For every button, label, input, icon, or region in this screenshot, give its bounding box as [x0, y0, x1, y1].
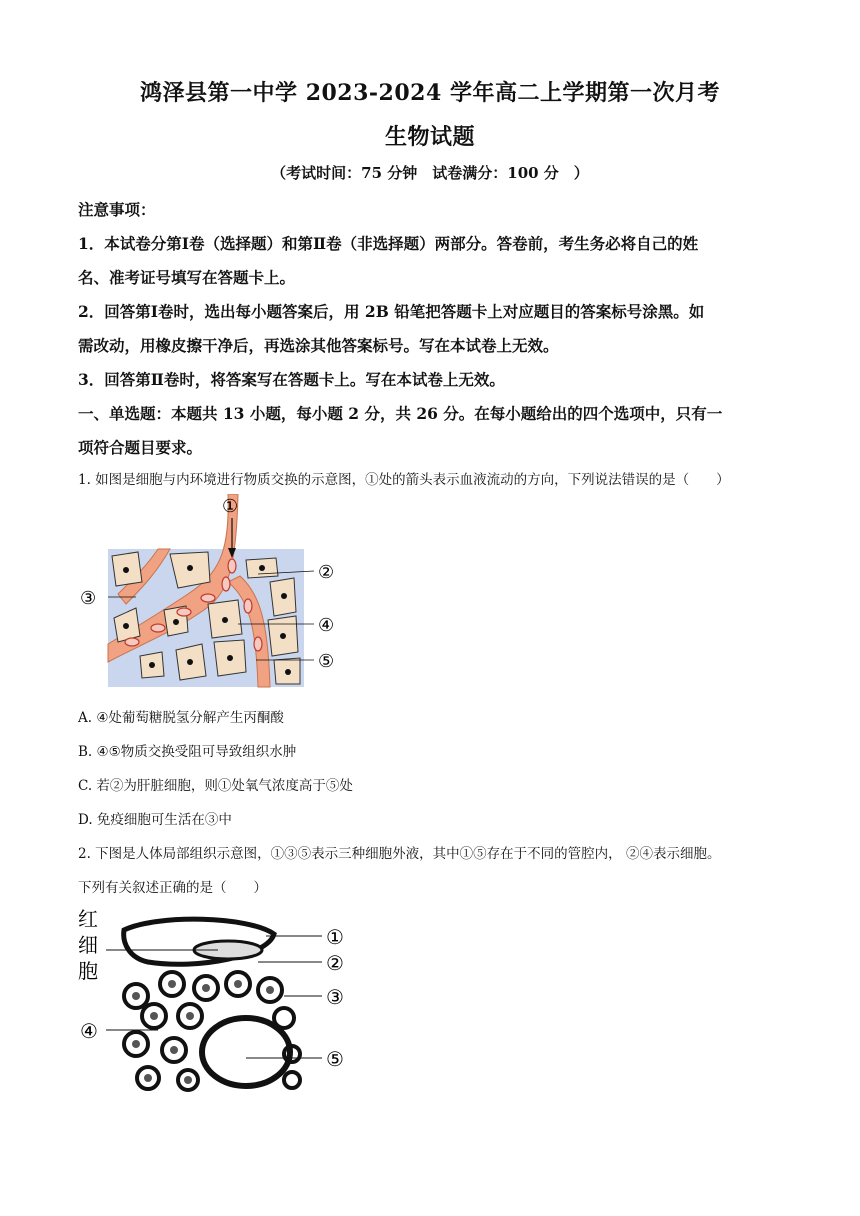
fig1-label-4: ④ [318, 615, 335, 636]
figure-1-cell-exchange [78, 494, 368, 694]
rbc-label-char-3: 胞 [78, 959, 98, 983]
question-1-stem: 1. 如图是细胞与内环境进行物质交换的示意图，①处的箭头表示血液流动的方向，下列说法错误的是（ ） [78, 472, 730, 488]
rbc-label-char-1: 红 [78, 907, 98, 931]
question-2-stem-line-2: 下列有关叙述正确的是（ ） [78, 880, 267, 896]
red-blood-cell [151, 624, 165, 632]
q1-option-b: B. ④⑤物质交换受阻可导致组织水肿 [78, 744, 297, 760]
note-3: 3．回答第Ⅱ卷时，将答案写在答题卡上。写在本试卷上无效。 [78, 370, 505, 389]
fig2-label-5: ⑤ [326, 1047, 344, 1071]
red-blood-cell [244, 599, 252, 613]
figure-2-local-tissue [78, 904, 368, 1094]
red-blood-cell [177, 608, 191, 616]
fig1-label-2: ② [318, 562, 335, 583]
section-1-line-2: 项符合题目要求。 [78, 438, 203, 457]
notes-heading: 注意事项： [78, 200, 156, 219]
fig1-label-5: ⑤ [318, 651, 335, 672]
exam-info: （考试时间：75 分钟 试卷满分：100 分 ） [271, 164, 589, 182]
section-1-line-1: 一、单选题：本题共 13 小题，每小题 2 分，共 26 分。在每小题给出的四个选项中，只有一 [78, 404, 723, 423]
q1-option-d: D. 免疫细胞可生活在③中 [78, 812, 232, 828]
fig1-label-1: ① [222, 496, 239, 517]
q1-option-c: C. 若②为肝脏细胞，则①处氧气浓度高于⑤处 [78, 778, 353, 794]
note-2-line-2: 需改动，用橡皮擦干净后，再选涂其他答案标号。写在本试卷上无效。 [78, 336, 559, 355]
note-1-line-1: 1．本试卷分第Ⅰ卷（选择题）和第Ⅱ卷（非选择题）两部分。答卷前，考生务必将自己的姓 [78, 234, 699, 253]
red-blood-cell [228, 559, 236, 573]
rbc-label-char-2: 细 [78, 933, 98, 957]
note-1-line-2: 名、准考证号填写在答题卡上。 [78, 268, 296, 287]
fig2-label-3: ③ [326, 985, 344, 1009]
red-blood-cell [254, 637, 262, 651]
fig2-label-1: ① [326, 925, 344, 949]
fig2-label-4: ④ [80, 1019, 98, 1043]
q1-option-a: A. ④处葡萄糖脱氢分解产生丙酮酸 [78, 710, 284, 726]
red-blood-cell [125, 638, 139, 646]
fig2-label-2: ② [326, 951, 344, 975]
red-blood-cell [222, 577, 230, 591]
red-blood-cell [201, 594, 215, 602]
exam-subject: 生物试题 [384, 124, 475, 150]
question-2-stem-line-1: 2. 下图是人体局部组织示意图，①③⑤表示三种细胞外液，其中①⑤存在于不同的管腔内， ②④表示细胞。 [78, 846, 721, 862]
note-2-line-1: 2．回答第Ⅰ卷时，选出每小题答案后，用 2B 铅笔把答题卡上对应题目的答案标号涂黑。如 [78, 302, 705, 321]
exam-title: 鸿泽县第一中学 2023-2024 学年高二上学期第一次月考 [140, 80, 720, 106]
fig1-label-3: ③ [80, 588, 97, 609]
